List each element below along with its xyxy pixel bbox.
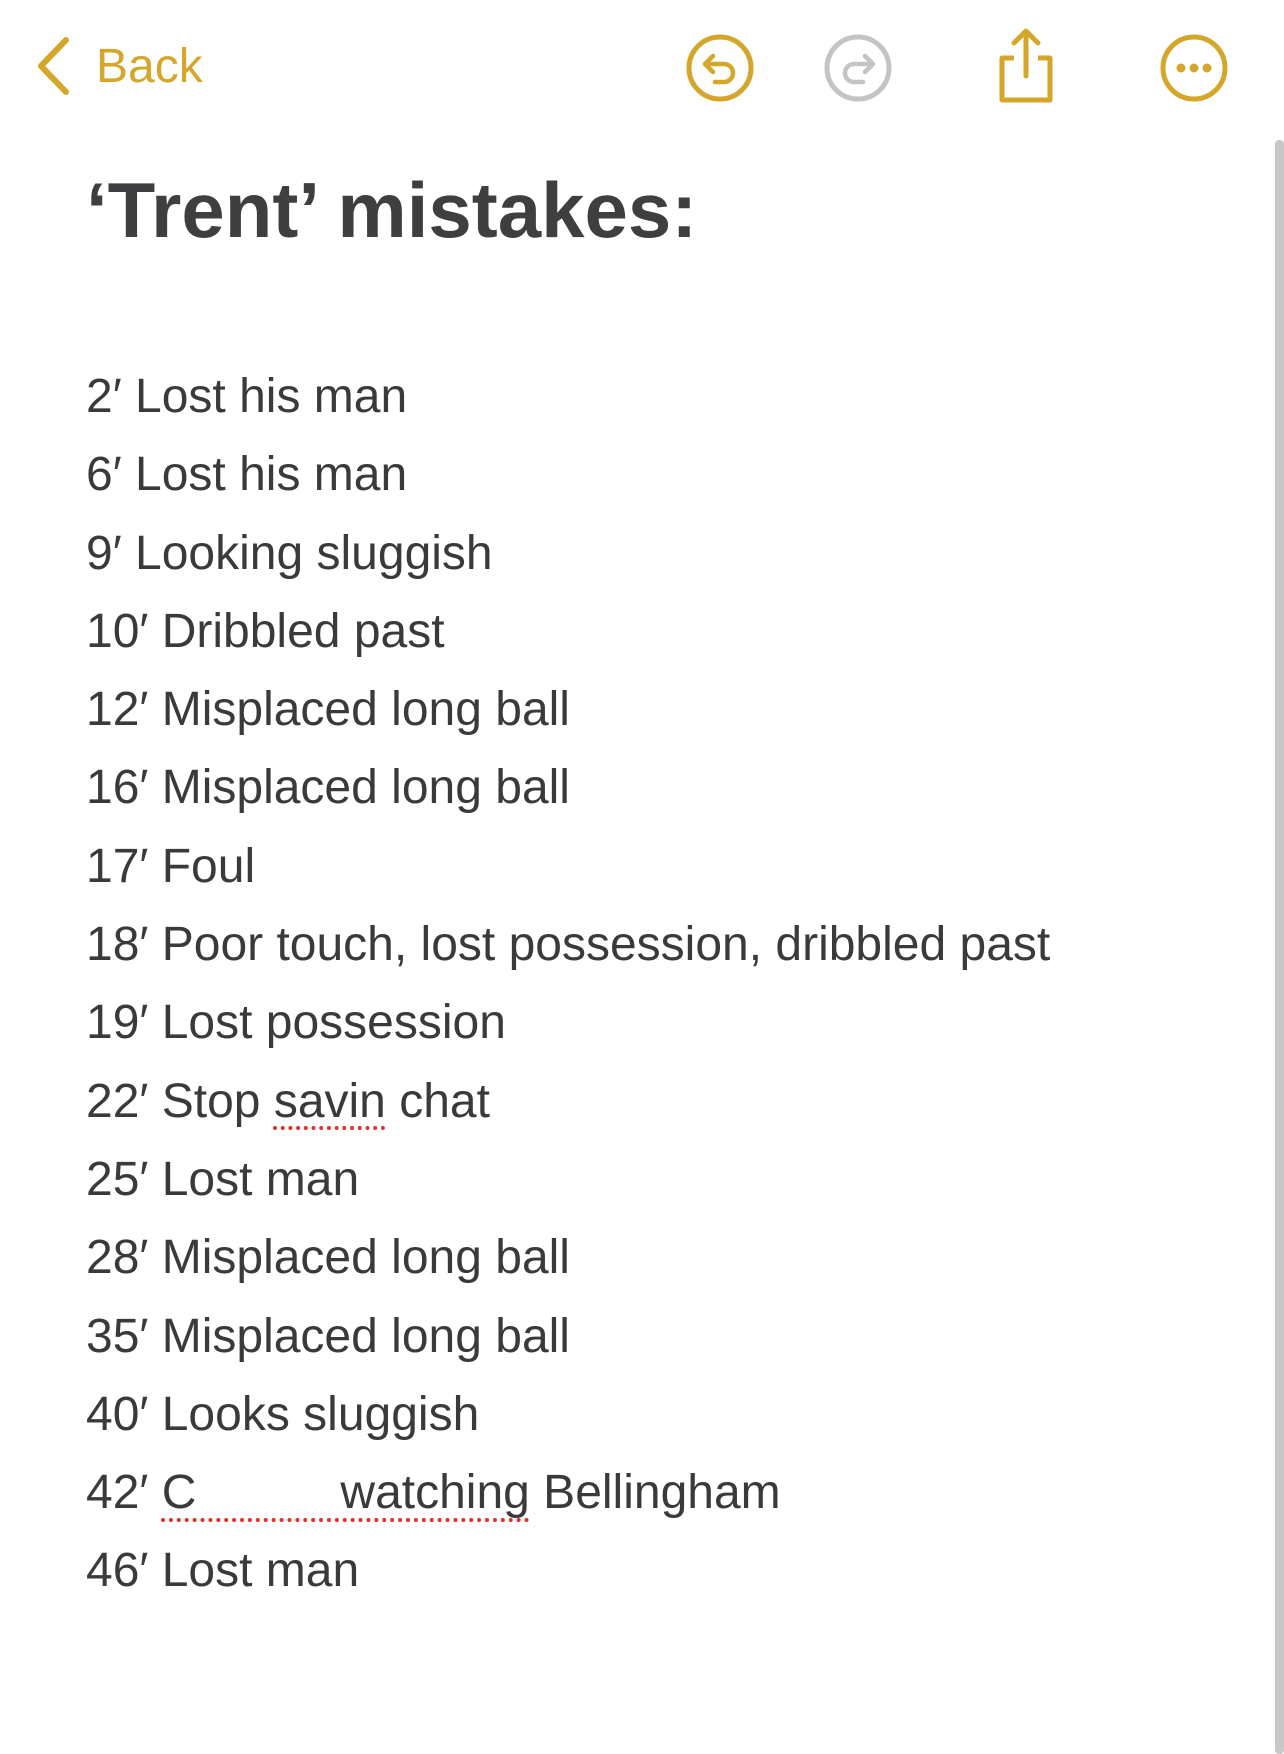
note-line: 22′ Stop savin chat [86, 1074, 490, 1128]
note-line: 18′ Poor touch, lost possession, dribbled past [86, 918, 1051, 972]
note-line: 6′ Lost his man [86, 448, 408, 502]
note-title[interactable]: ‘Trent’ mistakes: [86, 166, 698, 254]
note-body[interactable] [86, 364, 1050, 1617]
share-button[interactable] [994, 26, 1058, 106]
note-line: 19′ Lost possession [86, 996, 506, 1050]
note-line: 42′ C watching Bellingham [86, 1466, 781, 1520]
undo-icon [686, 34, 754, 102]
note-line: 16′ Misplaced long ball [86, 761, 570, 815]
back-button[interactable] [36, 34, 203, 98]
scrollbar[interactable] [1275, 140, 1284, 1754]
chevron-left-icon [36, 36, 70, 96]
share-icon [994, 26, 1058, 106]
note-line: 17′ Foul [86, 839, 256, 893]
note-line: 40′ Looks sluggish [86, 1387, 480, 1441]
note-line: 9′ Looking sluggish [86, 526, 493, 580]
note-line: 25′ Lost man [86, 1152, 360, 1206]
note-line: 35′ Misplaced long ball [86, 1309, 570, 1363]
back-label: Back [96, 39, 203, 93]
note-line: 2′ Lost his man [86, 370, 408, 423]
note-line: 46′ Lost man [86, 1544, 360, 1598]
undo-button[interactable] [686, 34, 754, 102]
misspelled-word: savin [273, 1074, 386, 1128]
more-options-button[interactable] [1160, 34, 1228, 102]
note-line: 12′ Misplaced long ball [86, 683, 570, 737]
navigation-toolbar [0, 0, 1284, 140]
misspelled-word: C watching [161, 1466, 530, 1520]
note-line: 10′ Dribbled past [86, 604, 445, 658]
note-line: 28′ Misplaced long ball [86, 1231, 570, 1285]
more-icon [1160, 34, 1228, 102]
redo-icon [824, 34, 892, 102]
redo-button[interactable] [824, 34, 892, 102]
